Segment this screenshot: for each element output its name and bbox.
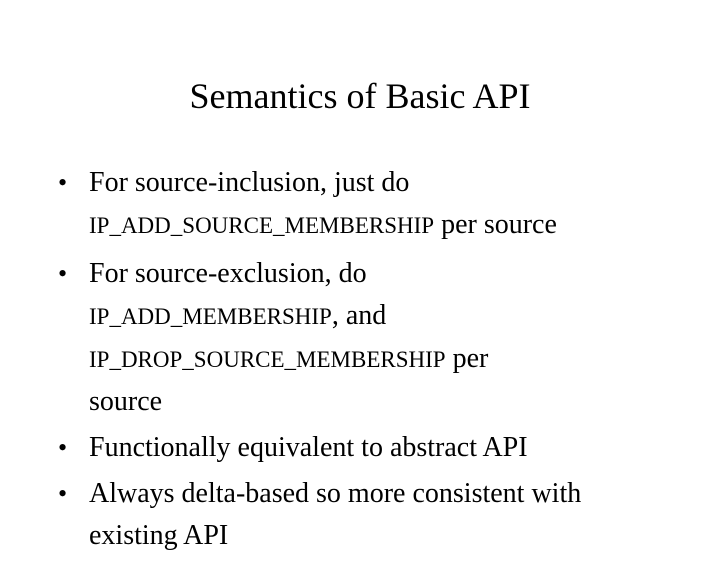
bullet-text: For source-exclusion, do bbox=[89, 258, 367, 289]
bullet-line bbox=[89, 473, 698, 515]
socket-option-name: IP_ADD_SOURCE_MEMBERSHIP bbox=[89, 213, 435, 238]
bullet-line bbox=[89, 204, 698, 247]
bullet-icon: • bbox=[58, 433, 68, 462]
bullet-text: per source bbox=[434, 209, 557, 240]
bullet-item-source-inclusion bbox=[58, 162, 698, 247]
bullet-line bbox=[89, 295, 698, 338]
bullet-icon: • bbox=[58, 168, 68, 197]
bullet-line bbox=[89, 381, 698, 423]
bullet-list bbox=[58, 162, 698, 561]
bullet-icon: • bbox=[58, 259, 68, 288]
bullet-text: existing API bbox=[89, 520, 229, 551]
bullet-text: , and bbox=[331, 300, 387, 331]
socket-option-name: IP_ADD_MEMBERSHIP bbox=[89, 304, 332, 329]
bullet-line bbox=[89, 162, 698, 204]
bullet-text: For source-inclusion, just do bbox=[89, 167, 410, 198]
bullet-item-source-exclusion bbox=[58, 253, 698, 423]
bullet-text: per bbox=[445, 343, 489, 374]
bullet-text: Functionally equivalent to abstract API bbox=[89, 432, 528, 463]
bullet-text: Always delta-based so more consistent with bbox=[89, 478, 582, 509]
bullet-line bbox=[89, 338, 698, 381]
bullet-item-functionally-equivalent bbox=[58, 427, 698, 469]
bullet-line bbox=[89, 427, 698, 469]
socket-option-name: IP_DROP_SOURCE_MEMBERSHIP bbox=[89, 347, 446, 372]
bullet-line bbox=[89, 253, 698, 295]
slide-title: Semantics of Basic API bbox=[189, 76, 531, 116]
bullet-line bbox=[89, 515, 698, 557]
bullet-item-delta-based bbox=[58, 473, 698, 557]
bullet-text: source bbox=[89, 386, 163, 417]
bullet-icon: • bbox=[58, 479, 68, 508]
